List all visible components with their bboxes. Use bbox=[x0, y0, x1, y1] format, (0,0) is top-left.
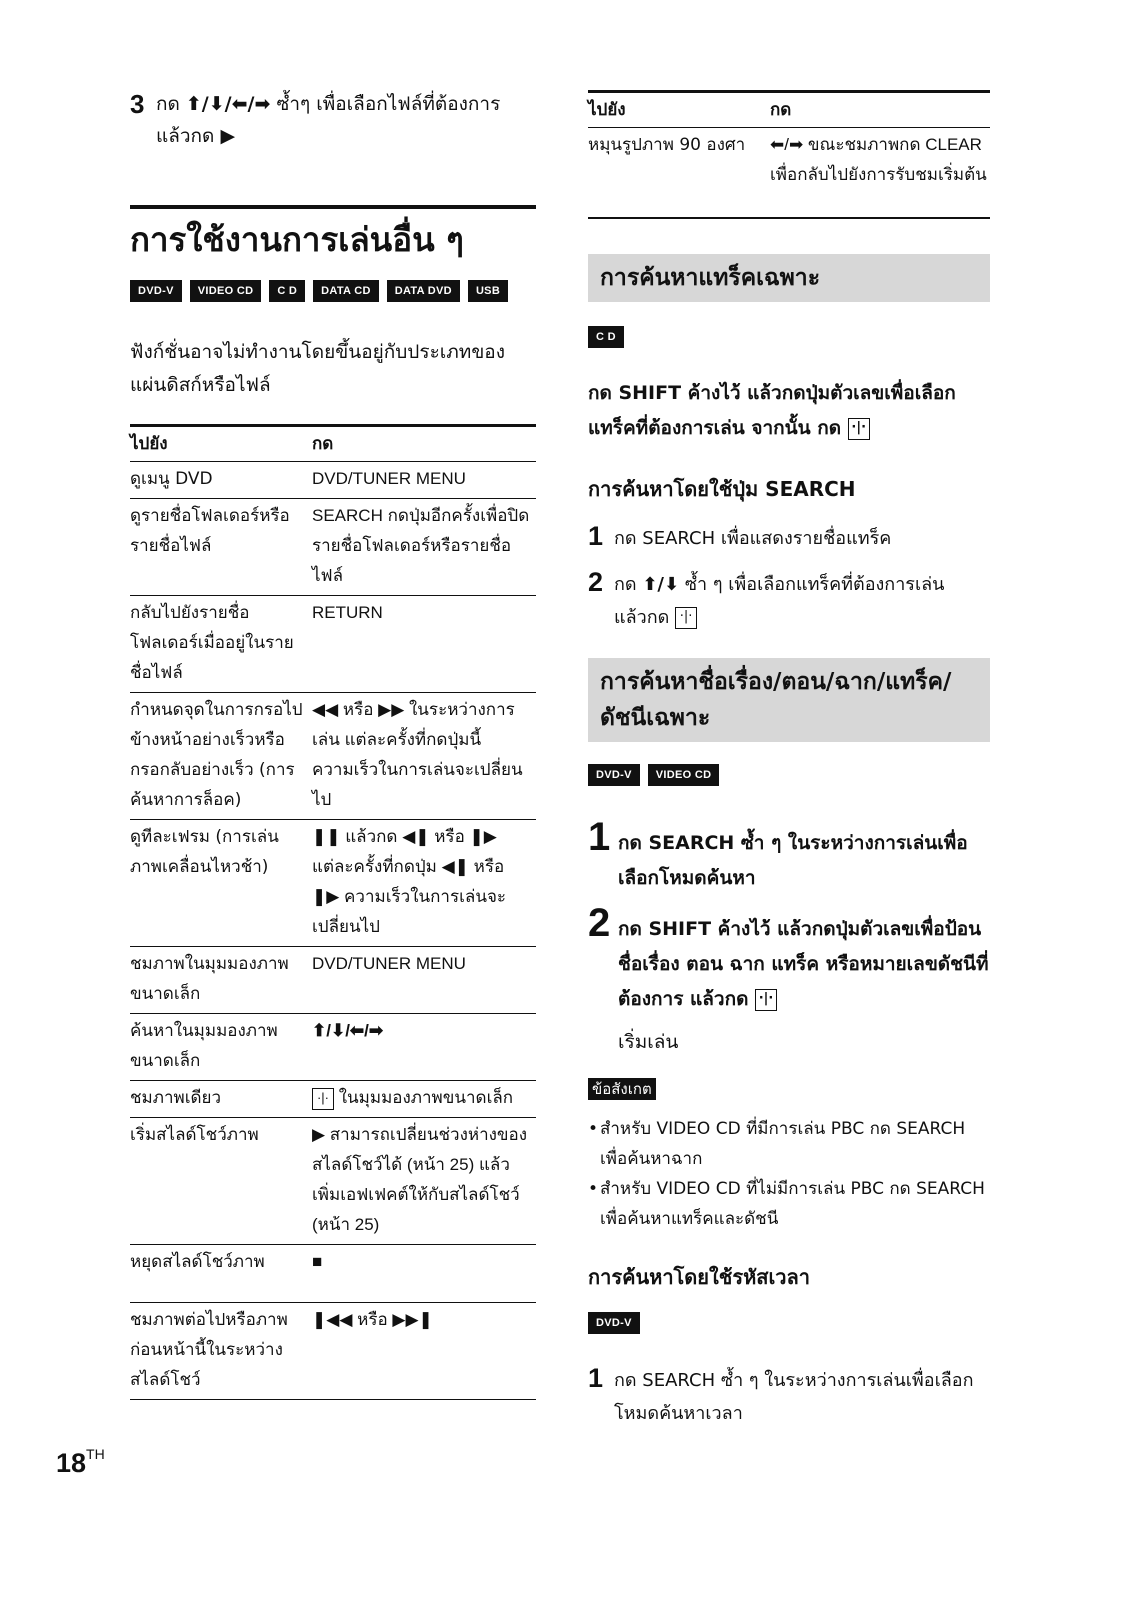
cell-press: ⬆/⬇/⬅/➡ bbox=[312, 1014, 536, 1081]
table-row bbox=[130, 1245, 536, 1303]
cell-to: ดูเมนู DVD bbox=[130, 462, 312, 499]
cell-to: ดูรายชื่อโฟลเดอร์หรือรายชื่อไฟล์ bbox=[130, 499, 312, 596]
table-row bbox=[130, 820, 536, 947]
page-language-suffix: TH bbox=[86, 1446, 105, 1462]
table-row bbox=[130, 693, 536, 820]
note-item: • สำหรับ VIDEO CD ที่มีการเล่น PBC กด SEARCH เพื่อค้นหาฉาก bbox=[588, 1114, 990, 1174]
step-text: กด SEARCH ซ้ำ ๆ ในระหว่างการเล่นเพื่อเลือกโหมดค้นหาเวลา bbox=[614, 1370, 974, 1424]
badge-cd: C D bbox=[588, 326, 624, 348]
step-number: 3 bbox=[130, 89, 145, 119]
enter-button-icon: ·|· bbox=[675, 607, 697, 629]
step-text-post: ซ้ำๆ เพื่อเลือกไฟล์ที่ต้องการ bbox=[276, 93, 501, 115]
disc-type-badges bbox=[588, 1312, 640, 1334]
play-icon: ▶ bbox=[220, 125, 236, 147]
enter-button-icon: ·|· bbox=[848, 418, 870, 440]
badge-video-cd: VIDEO CD bbox=[648, 764, 720, 786]
cell-to: กำหนดจุดในการกรอไปข้างหน้าอย่างเร็วหรือกรอกลับอย่างเร็ว (การค้นหาการล็อค) bbox=[130, 693, 312, 820]
step-2 bbox=[588, 901, 990, 1017]
instruction-line-2: แทร็คที่ต้องการเล่น จากนั้น กด bbox=[588, 417, 842, 439]
step-text-line2: แล้วกด bbox=[614, 607, 670, 628]
badge-video-cd: VIDEO CD bbox=[190, 280, 262, 302]
step-result: เริ่มเล่น bbox=[618, 1031, 679, 1053]
table-row bbox=[130, 596, 536, 693]
operations-table bbox=[130, 424, 536, 1400]
cell-press: ❚◀◀ หรือ ▶▶❚ bbox=[312, 1303, 536, 1400]
column-header-to: ไปยัง bbox=[130, 426, 312, 462]
page-number-value: 18 bbox=[56, 1448, 87, 1478]
step-text: กด SHIFT ค้างไว้ แล้วกดปุ่มตัวเลขเพื่อป้อนชื่อเรื่อง ตอน ฉาก แทร็ค หรือหมายเลขดัชนีที่ต้องการ แล้วกด bbox=[618, 918, 989, 1010]
table-row bbox=[130, 1118, 536, 1245]
step-text: กด SEARCH เพื่อแสดงรายชื่อแทร็ค bbox=[614, 528, 892, 549]
track-search-instructions bbox=[588, 376, 990, 446]
step-number: 1 bbox=[588, 521, 604, 551]
table-row bbox=[130, 499, 536, 596]
cell-press: DVD/TUNER MENU bbox=[312, 947, 536, 1014]
badge-usb: USB bbox=[468, 280, 508, 302]
step-number: 1 bbox=[588, 1363, 604, 1393]
step-text-line2: แล้วกด bbox=[156, 125, 215, 147]
notes-list bbox=[588, 1114, 990, 1234]
step-1 bbox=[588, 1364, 990, 1430]
step-number: 1 bbox=[588, 815, 611, 859]
table-row bbox=[588, 128, 990, 218]
table-row bbox=[130, 1081, 536, 1118]
section-rule bbox=[130, 205, 536, 209]
badge-dvd-v: DVD-V bbox=[130, 280, 182, 302]
step-3 bbox=[130, 88, 536, 152]
intro-text: ฟังก์ชั่นอาจไม่ทำงานโดยขึ้นอยู่กับประเภทของแผ่นดิสก์หรือไฟล์ bbox=[130, 341, 505, 396]
arrow-keys-icon: ⬆/⬇/⬅/➡ bbox=[185, 93, 271, 115]
disc-type-badges bbox=[130, 280, 508, 302]
table-row bbox=[130, 1014, 536, 1081]
table-row bbox=[130, 462, 536, 499]
cell-press: ◀◀ หรือ ▶▶ ในระหว่างการเล่น แต่ละครั้งที่กดปุ่มนี้ ความเร็วในการเล่นจะเปลี่ยนไป bbox=[312, 693, 536, 820]
step-text-post: ซ้ำ ๆ เพื่อเลือกแทร็คที่ต้องการเล่น bbox=[684, 574, 945, 595]
cell-to: ดูทีละเฟรม (การเล่นภาพเคลื่อนไหวช้า) bbox=[130, 820, 312, 947]
cell-to: กลับไปยังรายชื่อโฟลเดอร์เมื่ออยู่ในรายชื่อไฟล์ bbox=[130, 596, 312, 693]
table-row bbox=[130, 947, 536, 1014]
cell-to: ชมภาพในมุมมองภาพขนาดเล็ก bbox=[130, 947, 312, 1014]
operations-table-continued bbox=[588, 90, 990, 219]
badge-dvd-v: DVD-V bbox=[588, 1312, 640, 1334]
disc-type-badges bbox=[588, 764, 719, 786]
cell-press: RETURN bbox=[312, 596, 536, 693]
instruction-line-1: กด SHIFT ค้างไว้ แล้วกดปุ่มตัวเลขเพื่อเลือก bbox=[588, 382, 956, 404]
cell-press: ▶ สามารถเปลี่ยนช่วงห่างของสไลด์โชว์ได้ (หน้า 25) แล้วเพิ่มเอฟเฟคต์ให้กับสไลด์โชว์ (หน้า 25) bbox=[312, 1118, 536, 1245]
section-heading-track-search: การค้นหาแทร็คเฉพาะ bbox=[588, 254, 990, 302]
cell-to: ชมภาพต่อไปหรือภาพก่อนหน้านี้ในระหว่างสไลด์โชว์ bbox=[130, 1303, 312, 1400]
cell-to: ค้นหาในมุมมองภาพขนาดเล็ก bbox=[130, 1014, 312, 1081]
step-number: 2 bbox=[588, 567, 604, 597]
subheading-search-button: การค้นหาโดยใช้ปุ่ม SEARCH bbox=[588, 477, 856, 501]
table-header-row bbox=[130, 426, 536, 462]
enter-button-icon: ·|· bbox=[312, 1088, 334, 1110]
column-header-to: ไปยัง bbox=[588, 92, 770, 128]
cell-to: หยุดสไลด์โชว์ภาพ bbox=[130, 1245, 312, 1303]
badge-data-cd: DATA CD bbox=[313, 280, 379, 302]
cell-press bbox=[312, 1081, 536, 1118]
cell-press: SEARCH กดปุ่มอีกครั้งเพื่อปิดรายชื่อโฟลเดอร์หรือรายชื่อไฟล์ bbox=[312, 499, 536, 596]
enter-button-icon: ·|· bbox=[755, 989, 777, 1011]
cell-press-text: ในมุมมองภาพขนาดเล็ก bbox=[338, 1088, 514, 1107]
disc-type-badges bbox=[588, 326, 624, 348]
cell-to: เริ่มสไลด์โชว์ภาพ bbox=[130, 1118, 312, 1245]
arrow-keys-icon: ⬆/⬇ bbox=[642, 574, 680, 595]
column-header-press: กด bbox=[770, 92, 990, 128]
step-text-pre: กด bbox=[156, 93, 180, 115]
section-heading-title-search: การค้นหาชื่อเรื่อง/ตอน/ฉาก/แทร็ค/ดัชนีเฉพาะ bbox=[588, 658, 990, 742]
step-1 bbox=[588, 815, 990, 896]
note-label: ข้อสังเกต bbox=[588, 1078, 656, 1100]
step-2 bbox=[588, 568, 990, 634]
section-heading: การใช้งานการเล่นอื่น ๆ bbox=[130, 220, 464, 259]
column-header-press: กด bbox=[312, 426, 536, 462]
cell-press: ■ bbox=[312, 1245, 536, 1303]
cell-press: DVD/TUNER MENU bbox=[312, 462, 536, 499]
badge-data-dvd: DATA DVD bbox=[387, 280, 460, 302]
table-header-row bbox=[588, 92, 990, 128]
cell-press: ⬅/➡ ขณะชมภาพกด CLEAR เพื่อกลับไปยังการรับชมเริ่มต้น bbox=[770, 128, 990, 218]
step-number: 2 bbox=[588, 901, 611, 945]
cell-to: ชมภาพเดียว bbox=[130, 1081, 312, 1118]
badge-cd: C D bbox=[269, 280, 305, 302]
step-text-pre: กด bbox=[614, 574, 637, 595]
page-number bbox=[56, 1448, 105, 1479]
step-1 bbox=[588, 522, 990, 555]
note-item: • สำหรับ VIDEO CD ที่ไม่มีการเล่น PBC กด SEARCH เพื่อค้นหาแทร็คและดัชนี bbox=[588, 1174, 990, 1234]
table-row bbox=[130, 1303, 536, 1400]
badge-dvd-v: DVD-V bbox=[588, 764, 640, 786]
cell-to: หมุนรูปภาพ 90 องศา bbox=[588, 128, 770, 218]
step-text: กด SEARCH ซ้ำ ๆ ในระหว่างการเล่นเพื่อเลือกโหมดค้นหา bbox=[618, 832, 968, 889]
subheading-time-code: การค้นหาโดยใช้รหัสเวลา bbox=[588, 1265, 811, 1289]
cell-press: ❚❚ แล้วกด ◀❚ หรือ ❚▶ แต่ละครั้งที่กดปุ่ม ◀❚ หรือ ❚▶ ความเร็วในการเล่นจะเปลี่ยนไป bbox=[312, 820, 536, 947]
